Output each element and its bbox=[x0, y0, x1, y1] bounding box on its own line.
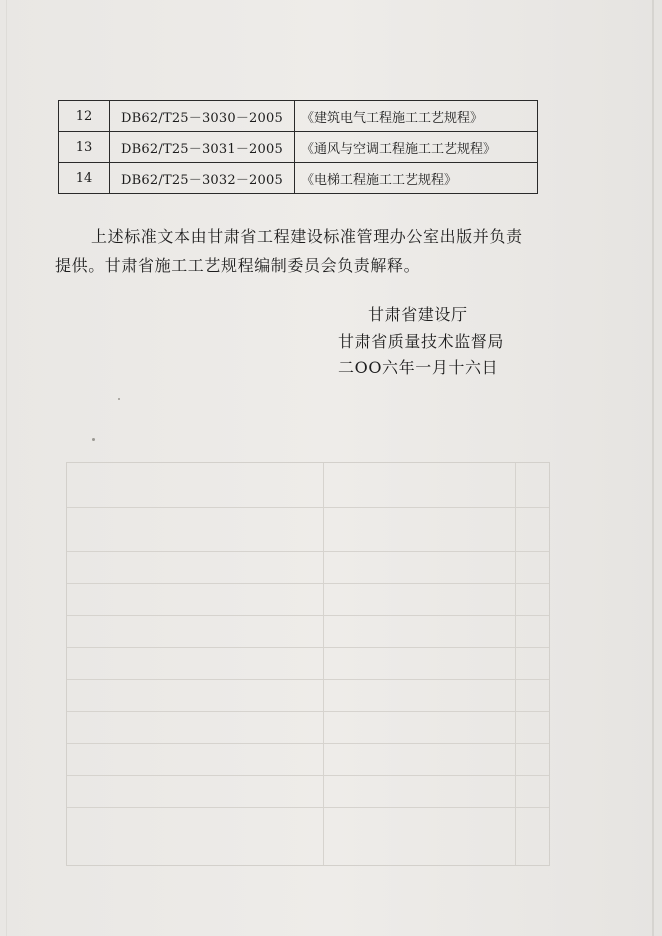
page-speck bbox=[118, 398, 120, 400]
page-edge-left bbox=[6, 0, 7, 936]
table-row bbox=[59, 163, 538, 194]
issuer-construction-department: 甘肃省建设厅 bbox=[368, 305, 468, 324]
page-edge-right bbox=[652, 0, 654, 936]
standard-number: 14 bbox=[59, 163, 110, 194]
standard-number: 12 bbox=[59, 101, 110, 132]
issue-date: 二OO六年一月十六日 bbox=[338, 358, 499, 377]
standards-table-body bbox=[59, 101, 538, 194]
standard-code: DB62/T25－3030－2005 bbox=[110, 101, 295, 132]
notice-line-1: 上述标准文本由甘肃省工程建设标准管理办公室出版并负责 bbox=[91, 227, 523, 246]
table-row bbox=[59, 132, 538, 163]
issuer-quality-bureau: 甘肃省质量技术监督局 bbox=[338, 332, 505, 351]
notice-line-2: 提供。甘肃省施工工艺规程编制委员会负责解释。 bbox=[55, 256, 421, 275]
notice-paragraph bbox=[55, 222, 585, 280]
standard-name: 《建筑电气工程施工工艺规程》 bbox=[295, 101, 538, 132]
bleed-through-table bbox=[66, 462, 550, 866]
standard-number: 13 bbox=[59, 132, 110, 163]
standard-code: DB62/T25－3031－2005 bbox=[110, 132, 295, 163]
standard-name: 《通风与空调工程施工工艺规程》 bbox=[295, 132, 538, 163]
standard-name: 《电梯工程施工工艺规程》 bbox=[295, 163, 538, 194]
standard-code: DB62/T25－3032－2005 bbox=[110, 163, 295, 194]
table-row bbox=[59, 101, 538, 132]
page-speck bbox=[92, 438, 95, 441]
standards-table bbox=[58, 100, 538, 194]
